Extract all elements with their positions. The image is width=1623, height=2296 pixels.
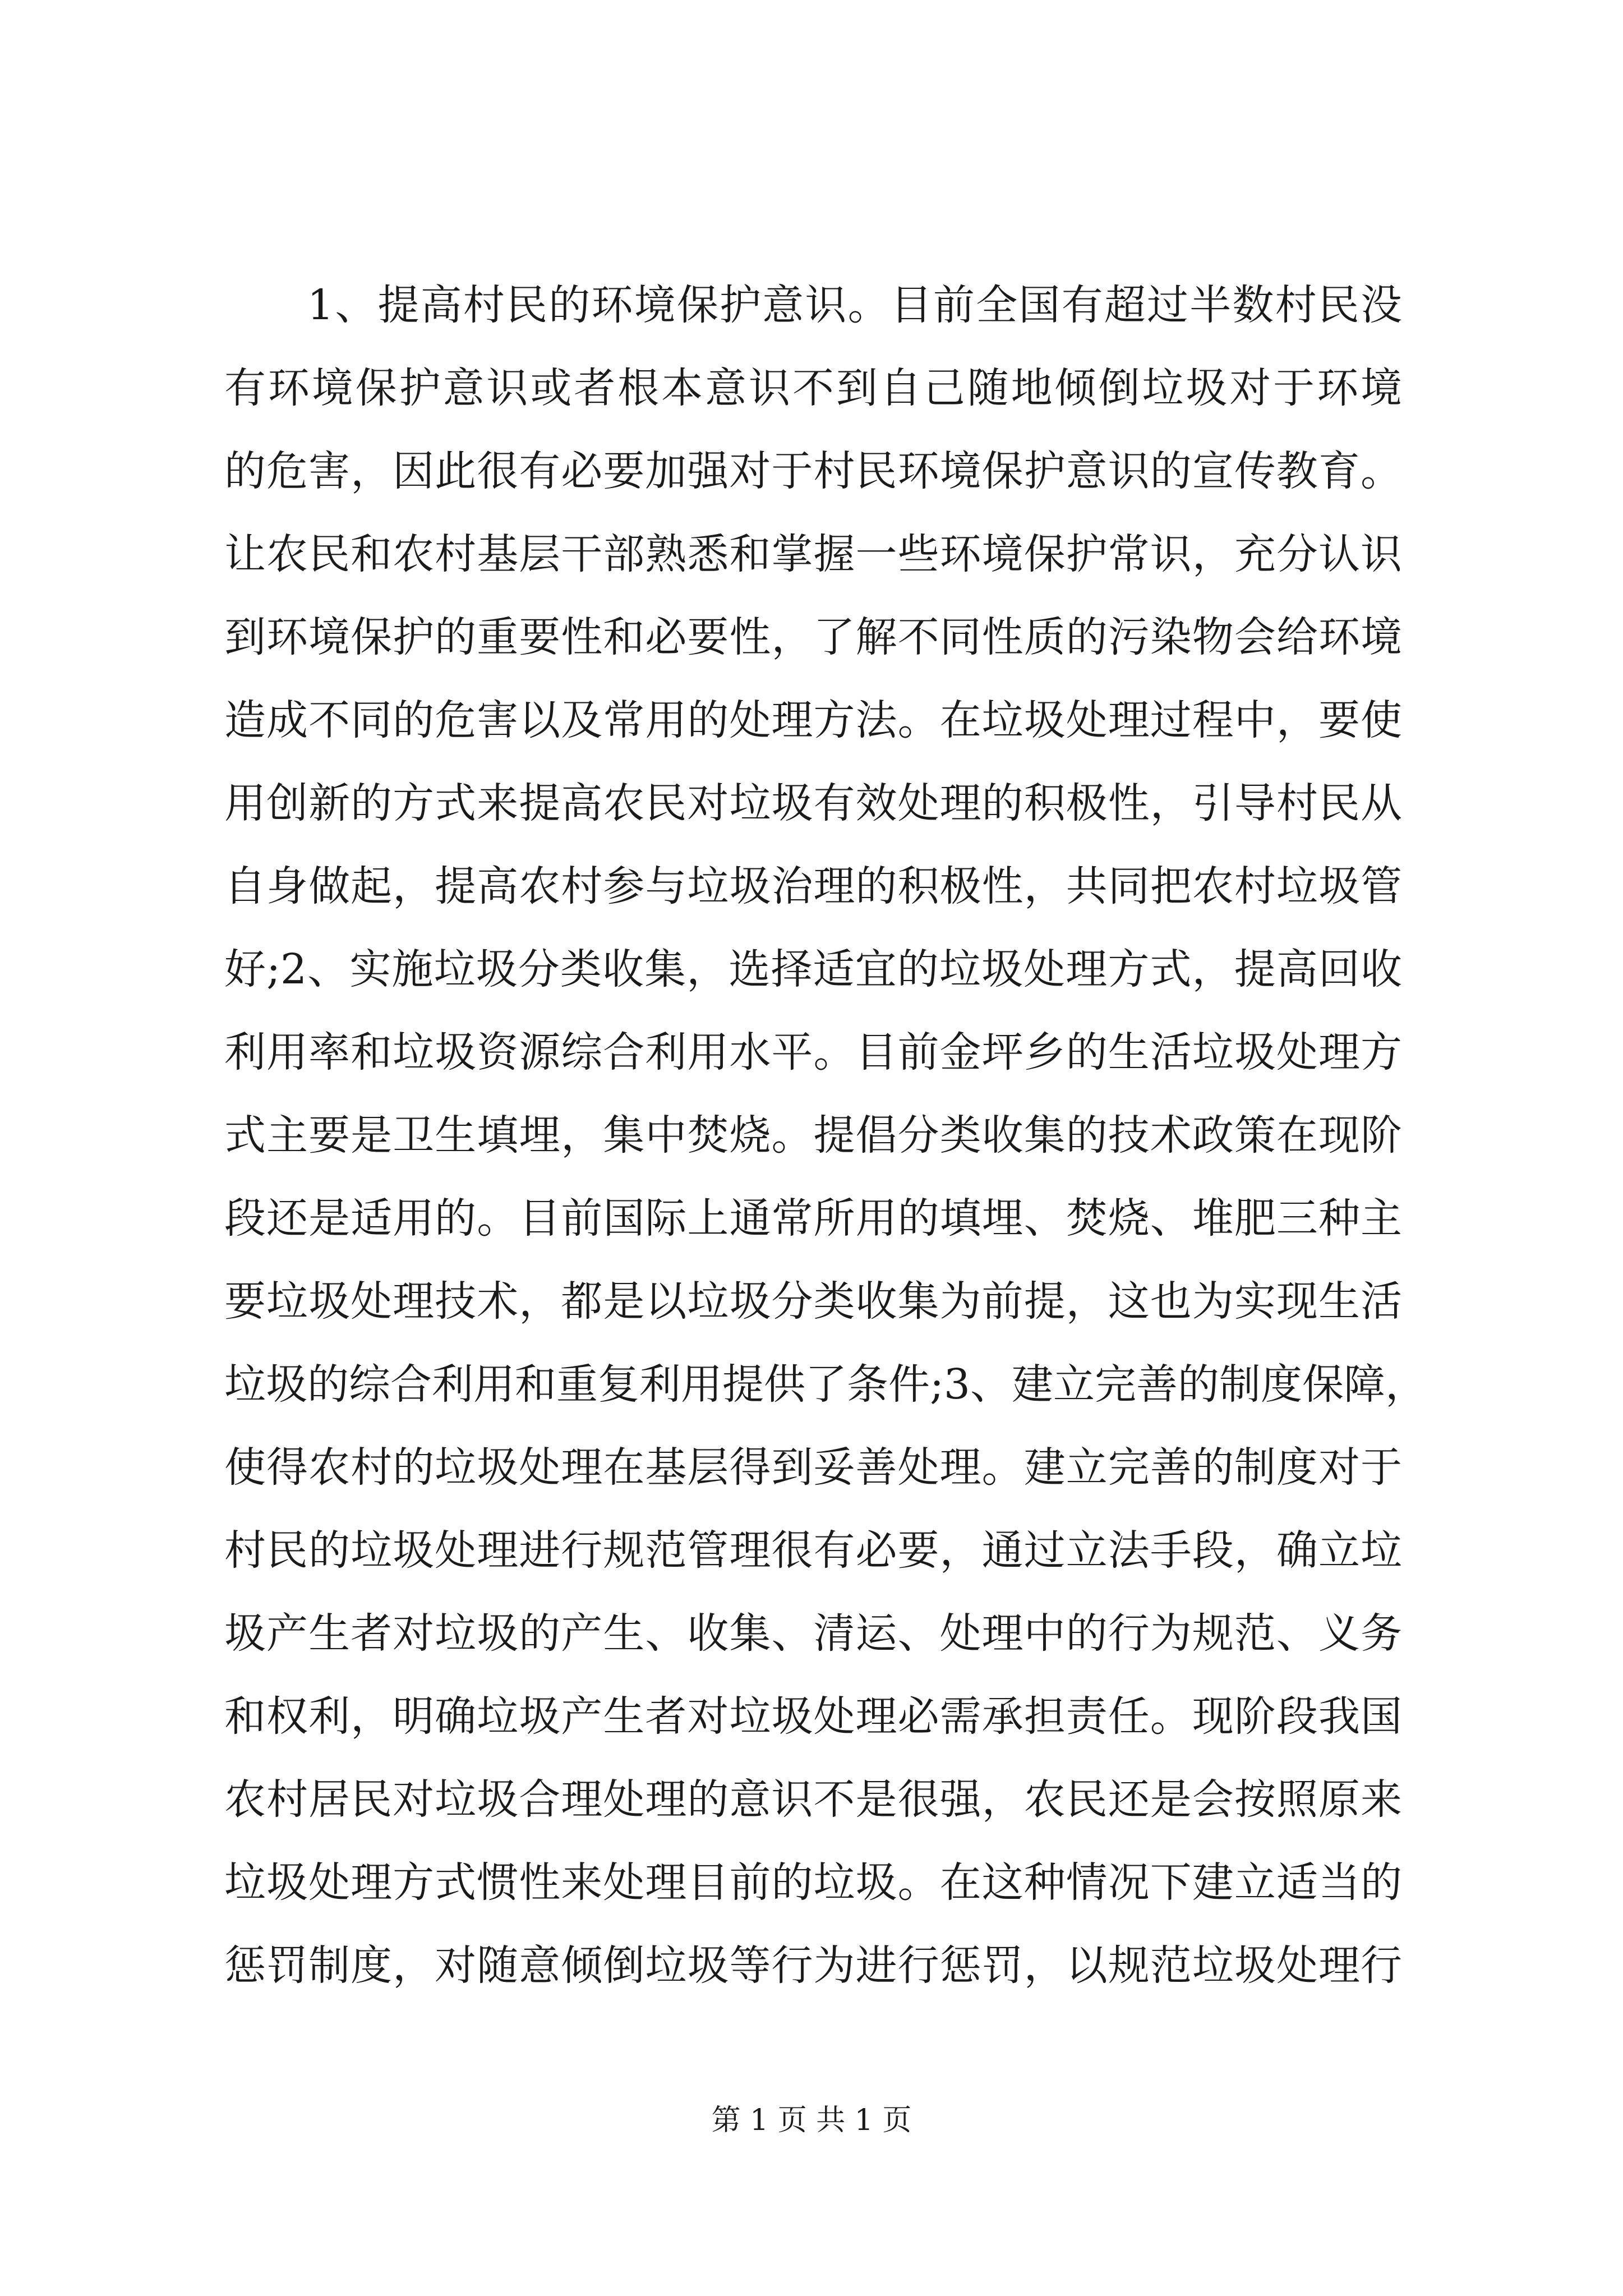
text-line: 要垃圾处理技术，都是以垃圾分类收集为前提，这也为实现生活 <box>224 1277 1402 1326</box>
text-line: 到环境保护的重要性和必要性，了解不同性质的污染物会给环境 <box>224 613 1402 661</box>
page-number-footer: 第 1 页 共 1 页 <box>711 2104 912 2137</box>
text-line: 段还是适用的。目前国际上通常所用的填埋、焚烧、堆肥三种主 <box>224 1194 1402 1243</box>
text-line: 式主要是卫生填埋，集中焚烧。提倡分类收集的技术政策在现阶 <box>224 1111 1402 1159</box>
text-line: 利用率和垃圾资源综合利用水平。目前金坪乡的生活垃圾处理方 <box>224 1028 1402 1076</box>
text-line: 和权利，明确垃圾产生者对垃圾处理必需承担责任。现阶段我国 <box>224 1692 1402 1741</box>
text-line: 农村居民对垃圾合理处理的意识不是很强，农民还是会按照原来 <box>224 1775 1402 1824</box>
text-line: 1、提高村民的环境保护意识。目前全国有超过半数村民没 <box>307 281 1402 329</box>
text-line: 村民的垃圾处理进行规范管理很有必要，通过立法手段，确立垃 <box>224 1526 1402 1575</box>
text-line: 自身做起，提高农村参与垃圾治理的积极性，共同把农村垃圾管 <box>224 862 1402 910</box>
text-line: 让农民和农村基层干部熟悉和掌握一些环境保护常识，充分认识 <box>224 530 1402 578</box>
text-line: 用创新的方式来提高农民对垃圾有效处理的积极性，引导村民从 <box>224 779 1402 827</box>
text-line: 造成不同的危害以及常用的处理方法。在垃圾处理过程中，要使 <box>224 696 1402 744</box>
body-paragraph <box>224 264 1427 2007</box>
text-line: 使得农村的垃圾处理在基层得到妥善处理。建立完善的制度对于 <box>224 1443 1402 1492</box>
text-line: 惩罚制度，对随意倾倒垃圾等行为进行惩罚，以规范垃圾处理行 <box>224 1941 1402 1990</box>
text-line: 垃圾的综合利用和重复利用提供了条件;3、建立完善的制度保障， <box>224 1360 1427 1409</box>
text-line: 好;2、实施垃圾分类收集，选择适宜的垃圾处理方式，提高回收 <box>224 945 1402 993</box>
text-line: 有环境保护意识或者根本意识不到自己随地倾倒垃圾对于环境 <box>224 364 1402 412</box>
text-line: 的危害，因此很有必要加强对于村民环境保护意识的宣传教育。 <box>224 447 1402 495</box>
text-line: 垃圾处理方式惯性来处理目前的垃圾。在这种情况下建立适当的 <box>224 1858 1402 1907</box>
text-line: 圾产生者对垃圾的产生、收集、清运、处理中的行为规范、义务 <box>224 1609 1402 1658</box>
